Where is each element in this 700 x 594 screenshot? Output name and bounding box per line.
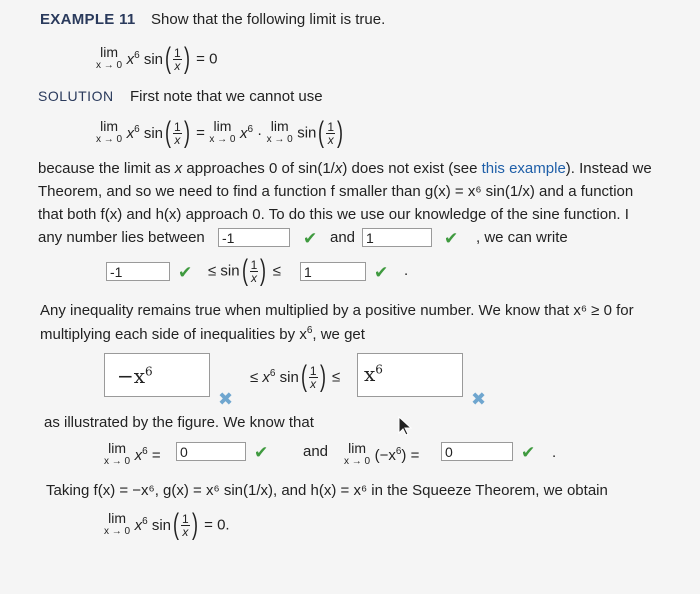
solution-intro: First note that we cannot use xyxy=(130,88,323,105)
text: ). Instead we xyxy=(565,160,652,177)
sin-word: sin xyxy=(143,51,163,68)
exp: 6 xyxy=(134,50,140,61)
lim-sub: x → 0 xyxy=(104,456,131,467)
text: ) does not exist (see xyxy=(342,160,482,177)
para1-line3: that both f(x) and h(x) approach 0. To do this we use our knowledge of the sine function. I xyxy=(38,206,629,223)
frac-num: 1 xyxy=(250,257,258,272)
exp: 6 xyxy=(395,446,402,457)
para1-and: and xyxy=(330,229,356,246)
text: −x xyxy=(117,364,146,388)
le: ≤ xyxy=(208,262,217,280)
cross-icon: ✖ xyxy=(471,389,487,409)
lim-sub: x → 0 xyxy=(344,456,371,467)
lim-sub: x → 0 xyxy=(96,60,123,71)
para3-line: as illustrated by the figure. We know that xyxy=(44,414,314,431)
lim-word: lim xyxy=(100,118,118,134)
equals: = xyxy=(151,447,161,464)
frac-den: x xyxy=(182,524,189,539)
text: , we get xyxy=(312,326,365,343)
para1-write: , we can write xyxy=(476,229,568,246)
cursor-icon xyxy=(397,416,413,436)
x-var: x xyxy=(134,447,143,464)
para2-line2 xyxy=(40,325,365,343)
x-var: x xyxy=(126,51,135,68)
lim-word: lim xyxy=(270,118,289,134)
frac-den: x xyxy=(250,270,257,285)
sin-word: sin xyxy=(151,517,171,534)
frac-num: 1 xyxy=(174,45,181,60)
exp: 6 xyxy=(142,446,148,457)
lim-sub: x → 0 xyxy=(266,134,293,145)
lower-bound-answer xyxy=(117,364,153,388)
dot: · xyxy=(257,125,263,142)
limit-statement: lim x → 0 $x^6$ sin( $\frac{1}{x}$ ) = 0 xyxy=(96,42,218,75)
exp: 6 xyxy=(269,368,276,379)
text: (−x xyxy=(374,447,396,464)
check-icon: ✔ xyxy=(303,229,318,248)
this-example-link[interactable]: this example xyxy=(481,160,566,177)
period: . xyxy=(404,262,409,279)
limit-x6 xyxy=(104,442,161,468)
x-var: x xyxy=(126,125,135,142)
product-rule-equation: lim x → 0 $x^6$ sin( $\frac{1}{x}$ ) = lim x → 0 $x^6$ · lim x → 0 sin( $\frac{1}{x}$ ) xyxy=(96,116,344,149)
lim-word: lim xyxy=(108,510,126,526)
text: approaches 0 of sin(1/ xyxy=(182,160,335,177)
middle-expression: ≤ $x^6$ sin( $\frac{1}{x}$ ) ≤ xyxy=(250,360,341,393)
le: ≤ xyxy=(331,368,341,386)
between-low-input[interactable]: -1 xyxy=(218,228,290,247)
exp: 6 xyxy=(247,124,253,135)
lim-word: lim xyxy=(213,118,232,134)
cross-icon: ✖ xyxy=(218,389,234,409)
para1-line2: Theorem, and so we need to find a function f smaller than g(x) = x⁶ sin(1/x) and a function xyxy=(38,183,634,200)
frac-den: x xyxy=(310,376,317,391)
upper-bound-answer-box[interactable] xyxy=(357,353,463,397)
x-var: x xyxy=(262,369,270,386)
check-icon: ✔ xyxy=(374,263,389,282)
lim-word: lim xyxy=(108,440,126,456)
between-high-input[interactable]: 1 xyxy=(362,228,432,247)
frac-num: 1 xyxy=(327,119,335,134)
frac-den: x xyxy=(174,132,181,147)
para4-line: Taking f(x) = −x⁶, g(x) = x⁶ sin(1/x), and h(x) = x⁶ in the Squeeze Theorem, we obtain xyxy=(46,482,608,499)
para1-line4a: any number lies between xyxy=(38,229,205,246)
frac-num: 1 xyxy=(309,363,317,378)
example-label: EXAMPLE 11 xyxy=(40,11,136,28)
lim-word: lim xyxy=(348,440,366,456)
para1-line1 xyxy=(38,160,652,177)
exp: 6 xyxy=(306,325,313,336)
para3-and: and xyxy=(303,443,329,460)
upper-bound-answer xyxy=(364,362,383,386)
sine-inequality: ≤ sin( $\frac{1}{x}$ ) ≤ xyxy=(208,254,281,287)
x-var: x xyxy=(239,125,248,142)
x-var: x xyxy=(134,517,143,534)
example-statement: Show that the following limit is true. xyxy=(151,11,386,28)
sin-word: sin xyxy=(297,124,317,142)
le: ≤ xyxy=(272,262,281,280)
para2-line1: Any inequality remains true when multiplied by a positive number. We know that x⁶ ≥ 0 for xyxy=(40,302,634,319)
frac-den: x xyxy=(327,132,334,147)
equals-zero: = 0 xyxy=(196,50,218,68)
limit-neg-x6 xyxy=(344,442,419,468)
x-var: x xyxy=(174,160,183,177)
check-icon: ✔ xyxy=(254,443,269,462)
lim-word: lim xyxy=(100,44,118,60)
x-var: x xyxy=(334,160,343,177)
exp: 6 xyxy=(142,516,148,527)
frac-den: x xyxy=(174,58,181,73)
exp: 6 xyxy=(134,124,140,135)
final-limit: lim x → 0 $x^6$ sin( $\frac{1}{x}$ ) = 0. xyxy=(104,508,230,541)
exp: 6 xyxy=(145,364,153,379)
text: because the limit as xyxy=(38,160,175,177)
sin-word: sin xyxy=(279,369,299,386)
lim-sub: x → 0 xyxy=(96,134,123,145)
check-icon: ✔ xyxy=(178,263,193,282)
sin-word: sin xyxy=(220,262,240,280)
check-icon: ✔ xyxy=(444,229,459,248)
frac-num: 1 xyxy=(174,119,181,134)
equals: = xyxy=(196,124,205,142)
lim-x6-input[interactable]: 0 xyxy=(176,442,246,461)
period: . xyxy=(552,444,557,461)
solution-label: SOLUTION xyxy=(38,88,114,104)
lim-sub: x → 0 xyxy=(104,526,131,537)
ineq-low-input[interactable]: -1 xyxy=(106,262,170,281)
check-icon: ✔ xyxy=(521,443,536,462)
text: x xyxy=(364,362,376,386)
text: multiplying each side of inequalities by x xyxy=(40,326,307,343)
ineq-high-input[interactable]: 1 xyxy=(300,262,366,281)
lim-sub: x → 0 xyxy=(209,134,236,145)
sin-word: sin xyxy=(143,125,163,142)
text: ) = xyxy=(401,447,420,464)
lower-bound-answer-box[interactable] xyxy=(104,353,210,397)
le: ≤ xyxy=(250,369,259,386)
exp: 6 xyxy=(375,362,383,377)
result: = 0. xyxy=(204,516,230,534)
lim-neg-x6-input[interactable]: 0 xyxy=(441,442,513,461)
frac-num: 1 xyxy=(182,511,189,526)
